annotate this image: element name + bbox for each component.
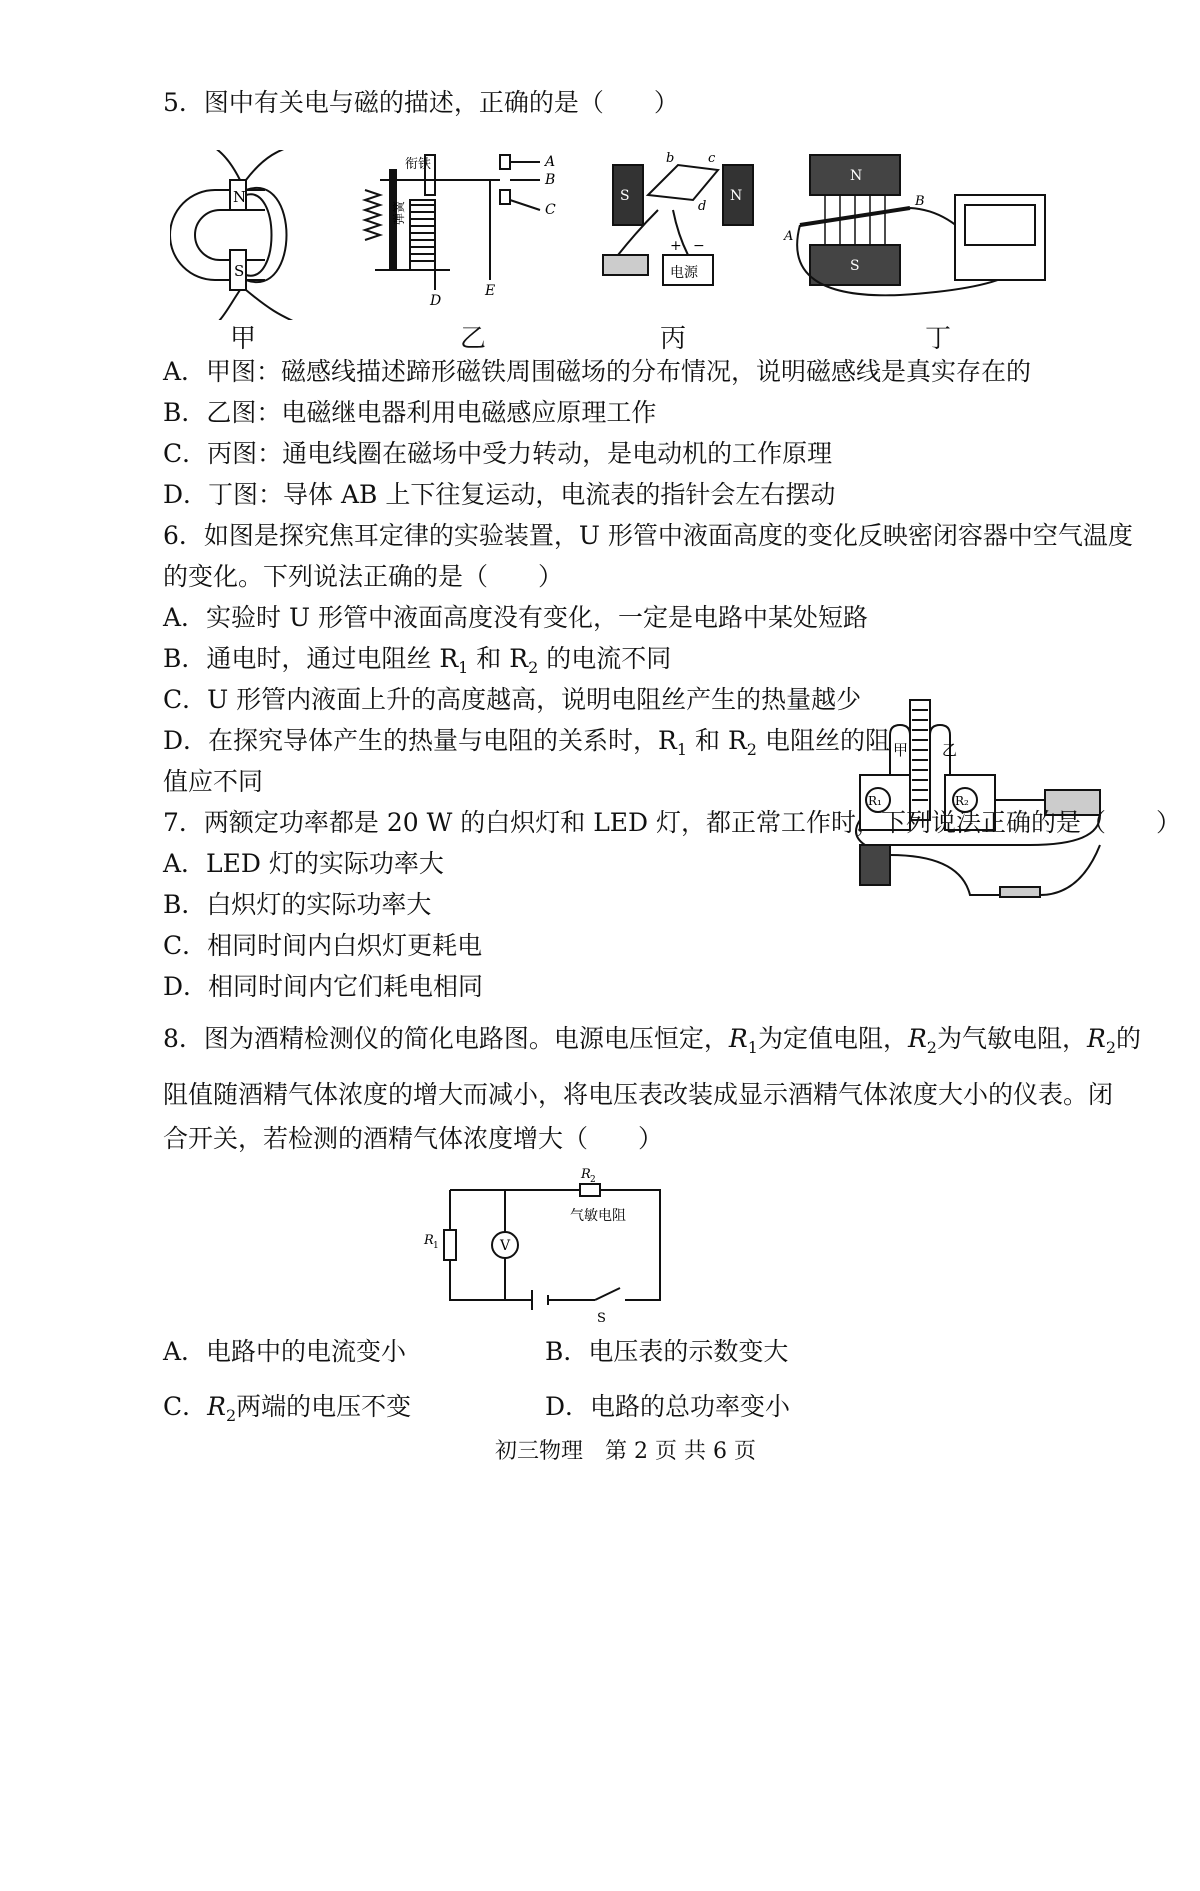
q8-r-symbol: R xyxy=(1086,1024,1106,1053)
figure-jia-label: 甲 xyxy=(230,324,257,354)
q8-circuit-gas-label: 气敏电阻 xyxy=(570,1208,626,1224)
figure-q8-circuit xyxy=(420,1160,690,1330)
q6-stem-line1: 6．如图是探究焦耳定律的实验装置，U 形管中液面高度的变化反映密闭容器中空气温度 xyxy=(163,521,1133,550)
q7-stem: 7．两额定功率都是 20 W 的白炽灯和 LED 灯，都正常工作时，下列说法正确的是（ ） xyxy=(163,808,1182,837)
q6-option-b-text3: 的电流不同 xyxy=(546,644,672,673)
q5-stem: 5．图中有关电与磁的描述，正确的是（ ） xyxy=(163,88,679,117)
q8-option-c-r: R xyxy=(207,1392,226,1421)
q8-stem1-b: 为定值电阻， xyxy=(757,1024,908,1053)
q8-stem-line1 xyxy=(163,1022,1141,1065)
q8-stem1-a: 8．图为酒精检测仪的简化电路图。电源电压恒定， xyxy=(163,1024,729,1053)
q5-option-d: D．丁图：导体 AB 上下往复运动，电流表的指针会左右摆动 xyxy=(163,480,836,509)
q6-option-d-text3: 电阻丝的阻 xyxy=(764,726,890,755)
q5-option-a: A．甲图：磁感线描述蹄形磁铁周围磁场的分布情况，说明磁感线是真实存在的 xyxy=(163,357,1032,386)
q8-option-c-text: 两端的电压不变 xyxy=(236,1392,412,1421)
figure-yi-label: 乙 xyxy=(460,324,487,354)
q6-fig-r1-label: R₁ xyxy=(868,794,882,808)
bing-b-label: b xyxy=(666,151,675,166)
q8-stem1-d: 的 xyxy=(1116,1024,1142,1053)
yi-d-label: D xyxy=(430,293,442,309)
q8-option-c xyxy=(163,1390,411,1433)
jia-s-label: S xyxy=(234,262,245,280)
q8-circuit-switch-label: S xyxy=(597,1311,606,1326)
q8-option-a: A．电路中的电流变小 xyxy=(163,1337,407,1366)
q7-option-c: C．相同时间内白炽灯更耗电 xyxy=(163,931,483,960)
bing-s-label: S xyxy=(620,188,630,204)
ding-s-label: S xyxy=(850,258,860,274)
q6-option-b-sub2: 2 xyxy=(528,658,539,677)
bing-c-label: c xyxy=(708,151,716,166)
yi-c-label: C xyxy=(545,202,556,218)
q8-r-sub2: 2 xyxy=(1105,1038,1116,1057)
q6-option-b-text1: B．通电时，通过电阻丝 R xyxy=(163,644,459,673)
yi-b-label: B xyxy=(545,172,556,188)
q7-option-b: B．白炽灯的实际功率大 xyxy=(163,890,432,919)
q8-r-symbol: R xyxy=(907,1024,927,1053)
q5-option-c: C．丙图：通电线圈在磁场中受力转动，是电动机的工作原理 xyxy=(163,439,833,468)
yi-tanhuang-label: 弹簧 xyxy=(392,200,406,225)
q5-option-b: B．乙图：电磁继电器利用电磁感应原理工作 xyxy=(163,398,657,427)
q6-option-c: C．U 形管内液面上升的高度越高，说明电阻丝产生的热量越少 xyxy=(163,685,862,714)
q8-option-c-prefix: C． xyxy=(163,1392,208,1421)
figure-bing-motor xyxy=(598,150,768,310)
q8-r-sub2: 2 xyxy=(926,1038,937,1057)
yi-xiantie-label: 衔铁 xyxy=(405,157,432,172)
q8-stem1-c: 为气敏电阻， xyxy=(936,1024,1087,1053)
q8-circuit-r2-label: R xyxy=(581,1167,591,1182)
q8-r-sub1: 1 xyxy=(747,1038,758,1057)
q6-stem-line2: 的变化。下列说法正确的是（ ） xyxy=(163,562,564,591)
q6-option-d-text2: 和 R xyxy=(695,726,747,755)
q6-option-d-sub2: 2 xyxy=(746,740,757,759)
q8-r-symbol: R xyxy=(728,1024,748,1053)
ding-n-label: N xyxy=(850,168,863,184)
q7-option-a: A．LED 灯的实际功率大 xyxy=(163,849,444,878)
figure-yi-relay xyxy=(360,150,590,310)
q6-option-d-sub1: 1 xyxy=(676,740,688,759)
q6-option-d-line2: 值应不同 xyxy=(163,767,264,796)
q8-circuit-r1-label: R xyxy=(424,1233,434,1248)
figure-bing-label: 丙 xyxy=(660,324,687,354)
page-footer: 初三物理 第 2 页 共 6 页 xyxy=(495,1439,756,1464)
q6-option-a: A．实验时 U 形管中液面高度没有变化，一定是电路中某处短路 xyxy=(163,603,869,632)
q8-circuit-r2-sub: 2 xyxy=(590,1175,596,1185)
q8-option-c-sub: 2 xyxy=(225,1406,237,1425)
figure-jia-horseshoe-magnet xyxy=(170,150,345,320)
figure-ding-generator xyxy=(780,150,1055,310)
figure-ding-label: 丁 xyxy=(925,324,952,354)
q8-stem-line2: 阻值随酒精气体浓度的增大而减小，将电压表改装成显示酒精气体浓度大小的仪表。闭 xyxy=(163,1080,1114,1109)
q6-fig-r2-label: R₂ xyxy=(955,794,969,808)
q6-fig-yi-label: 乙 xyxy=(942,741,958,759)
yi-a-label: A xyxy=(545,154,556,170)
ding-b-label: B xyxy=(915,194,925,209)
bing-d-label: d xyxy=(698,199,707,214)
q8-option-b: B．电压表的示数变大 xyxy=(545,1337,789,1366)
ding-a-label: A xyxy=(784,229,794,244)
q6-option-d-text1: D．在探究导体产生的热量与电阻的关系时，R xyxy=(163,726,677,755)
q6-option-b-sub1: 1 xyxy=(458,658,469,677)
q8-circuit-voltmeter-label: V xyxy=(500,1238,511,1254)
q6-option-b xyxy=(163,642,671,685)
yi-e-label: E xyxy=(485,283,496,299)
q7-option-d: D．相同时间内它们耗电相同 xyxy=(163,972,484,1001)
bing-plus-label: + xyxy=(670,238,682,254)
q8-circuit-r1-sub: 1 xyxy=(433,1241,439,1251)
q8-stem-line3: 合开关，若检测的酒精气体浓度增大（ ） xyxy=(163,1124,664,1153)
q8-option-d: D．电路的总功率变小 xyxy=(545,1392,791,1421)
bing-minus-label: − xyxy=(693,238,705,254)
bing-power-label: 电源 xyxy=(670,265,698,281)
bing-n-label: N xyxy=(730,188,743,204)
q6-option-b-text2: 和 R xyxy=(476,644,529,673)
jia-n-label: N xyxy=(233,188,247,206)
q6-fig-jia-label: 甲 xyxy=(893,741,909,759)
q6-option-d xyxy=(163,724,890,767)
